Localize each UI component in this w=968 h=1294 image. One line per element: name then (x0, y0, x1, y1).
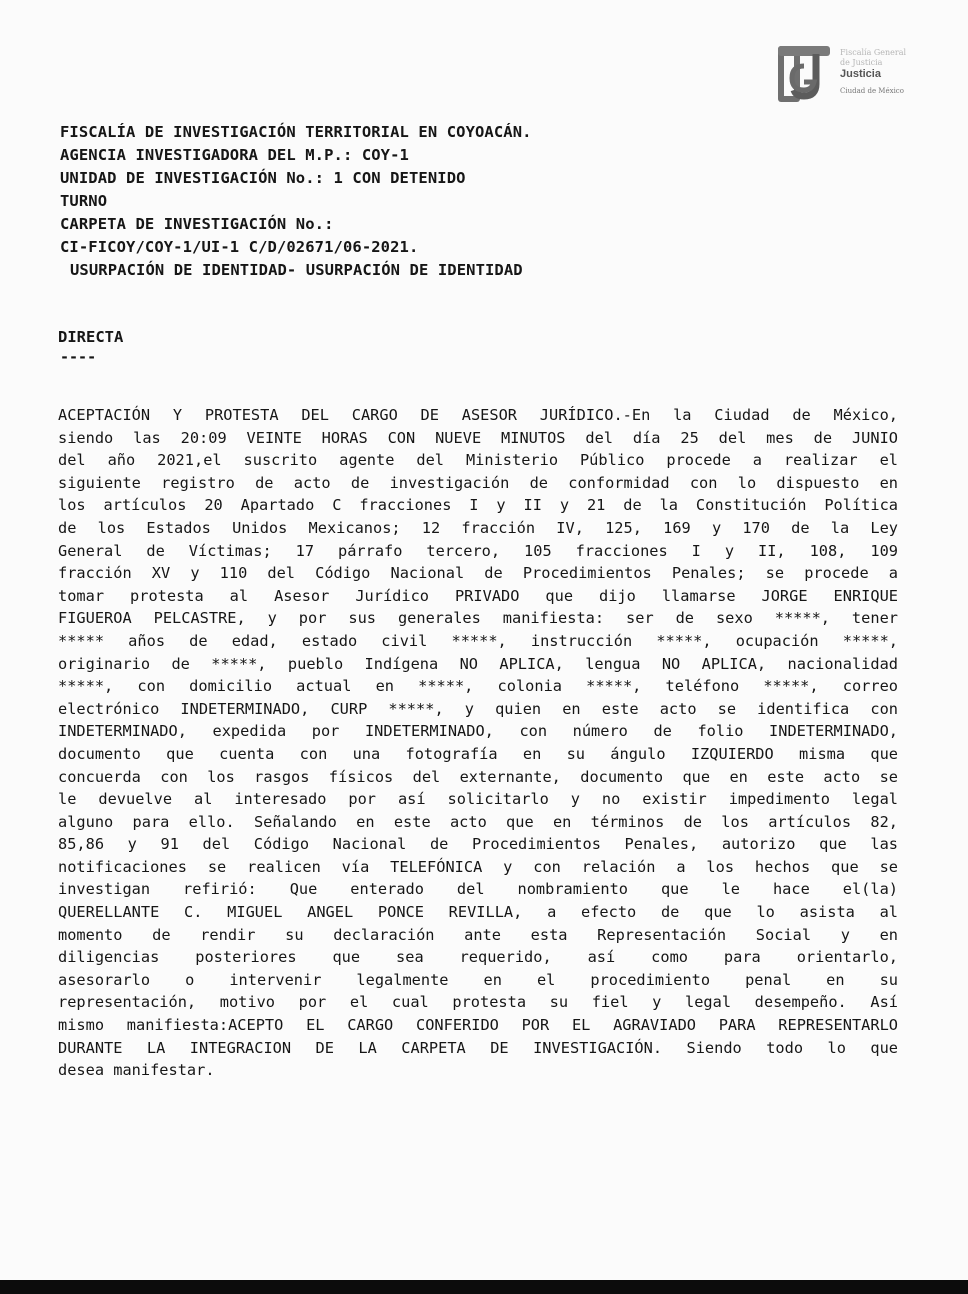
body-line: QUERELLANTE C. MIGUEL ANGEL PONCE REVILLA, a efecto de que lo asista al (58, 903, 898, 922)
body-line: 85,86 y 91 del Código Nacional de Procedimientos Penales, autorizo que las (58, 835, 898, 854)
body-line: originario de *****, pueblo Indígena NO APLICA, lengua NO APLICA, nacionalidad (58, 654, 898, 673)
header-delito: USURPACIÓN DE IDENTIDAD- USURPACIÓN DE IDENTIDAD (70, 261, 523, 279)
document-header (60, 121, 660, 282)
logo-line-1: Fiscalía General (840, 48, 907, 57)
body-line: concuerda con los rasgos físicos del externante, documento que en este acto se (58, 767, 898, 786)
header-unidad: UNIDAD DE INVESTIGACIÓN No.: 1 CON DETENIDO (60, 169, 466, 187)
body-line: investigan refirió: Que enterado del nombramiento que le hace el(la) (58, 880, 898, 899)
header-carpeta-number: CI-FICOY/COY-1/UI-1 C/D/02671/06-2021. (60, 238, 419, 256)
body-line: asesorarlo o intervenir legalmente en el procedimiento penal en su (58, 970, 898, 989)
body-line: diligencias posteriores que sea requerido, así como para orientarlo, (58, 948, 898, 967)
body-line: siendo las 20:09 VEINTE HORAS CON NUEVE MINUTOS del día 25 del mes de JUNIO (58, 428, 898, 447)
body-paragraph (58, 404, 898, 1082)
body-line: ACEPTACIÓN Y PROTESTA DEL CARGO DE ASESOR JURÍDICO.-En la Ciudad de México, (58, 406, 898, 424)
body-line: ***** años de edad, estado civil *****, instrucción *****, ocupación *****, (58, 631, 898, 650)
body-line: de los Estados Unidos Mexicanos; 12 fracción IV, 125, 169 y 170 de la Ley (58, 518, 898, 537)
fgj-logo (776, 44, 936, 110)
body-line: le devuelve al interesado por así solicitarlo y no existir impedimento legal (58, 790, 898, 809)
logo-strong-word: Justicia (840, 68, 881, 80)
logo-text (840, 48, 936, 96)
body-line: los artículos 20 Apartado C fracciones I y II y 21 de la Constitución Política (58, 496, 898, 515)
body-line: FIGUEROA PELCASTRE, y por sus generales manifiesta: ser de sexo *****, tener (58, 609, 898, 628)
body-line: *****, con domicilio actual en *****, colonia *****, teléfono *****, correo (58, 677, 898, 696)
logo-line-2: de Justicia (840, 58, 883, 67)
header-fiscalia: FISCALÍA DE INVESTIGACIÓN TERRITORIAL EN COYOACÁN. (60, 123, 532, 141)
body-line: DURANTE LA INTEGRACION DE LA CARPETA DE INVESTIGACIÓN. Siendo todo lo que (58, 1038, 898, 1057)
fgj-emblem-icon (776, 44, 832, 104)
header-turno: TURNO (60, 192, 108, 210)
body-line: del año 2021,el suscrito agente del Ministerio Público procede a realizar el (58, 451, 898, 470)
body-line: representación, motivo por el cual protesta su fiel y legal desempeño. Así (58, 993, 898, 1012)
body-line: INDETERMINADO, expedida por INDETERMINADO, con número de folio INDETERMINADO, (58, 722, 898, 741)
header-carpeta-label: CARPETA DE INVESTIGACIÓN No.: (60, 215, 334, 233)
body-line: documento que cuenta con una fotografía en su ángulo IZQUIERDO misma que (58, 744, 898, 763)
body-line: mismo manifiesta:ACEPTO EL CARGO CONFERIDO POR EL AGRAVIADO PARA REPRESENTARLO (58, 1016, 898, 1035)
body-line: notificaciones se realicen vía TELEFÓNICA y con relación a los hechos que se (58, 857, 898, 876)
body-line: alguno para ello. Señalando en este acto que en términos de los artículos 82, (58, 812, 898, 831)
body-line: tomar protesta al Asesor Jurídico PRIVADO que dijo llamarse JORGE ENRIQUE (58, 586, 898, 605)
body-line: electrónico INDETERMINADO, CURP *****, y quien en este acto se identifica con (58, 699, 898, 718)
logo-city: Ciudad de México (840, 87, 904, 95)
section-divider: ---- (60, 348, 97, 366)
body-line: momento de rendir su declaración ante esta Representación Social y en (58, 925, 898, 944)
bottom-border (0, 1280, 968, 1294)
header-agencia: AGENCIA INVESTIGADORA DEL M.P.: COY-1 (60, 146, 409, 164)
body-line: General de Víctimas; 17 párrafo tercero, 105 fracciones I y II, 108, 109 (58, 541, 898, 560)
body-line: desea manifestar. (58, 1061, 215, 1080)
body-line: siguiente registro de acto de investigación de conformidad con lo dispuesto en (58, 473, 898, 492)
body-line: fracción XV y 110 del Código Nacional de Procedimientos Penales; se procede a (58, 564, 898, 583)
section-title: DIRECTA (58, 328, 124, 346)
